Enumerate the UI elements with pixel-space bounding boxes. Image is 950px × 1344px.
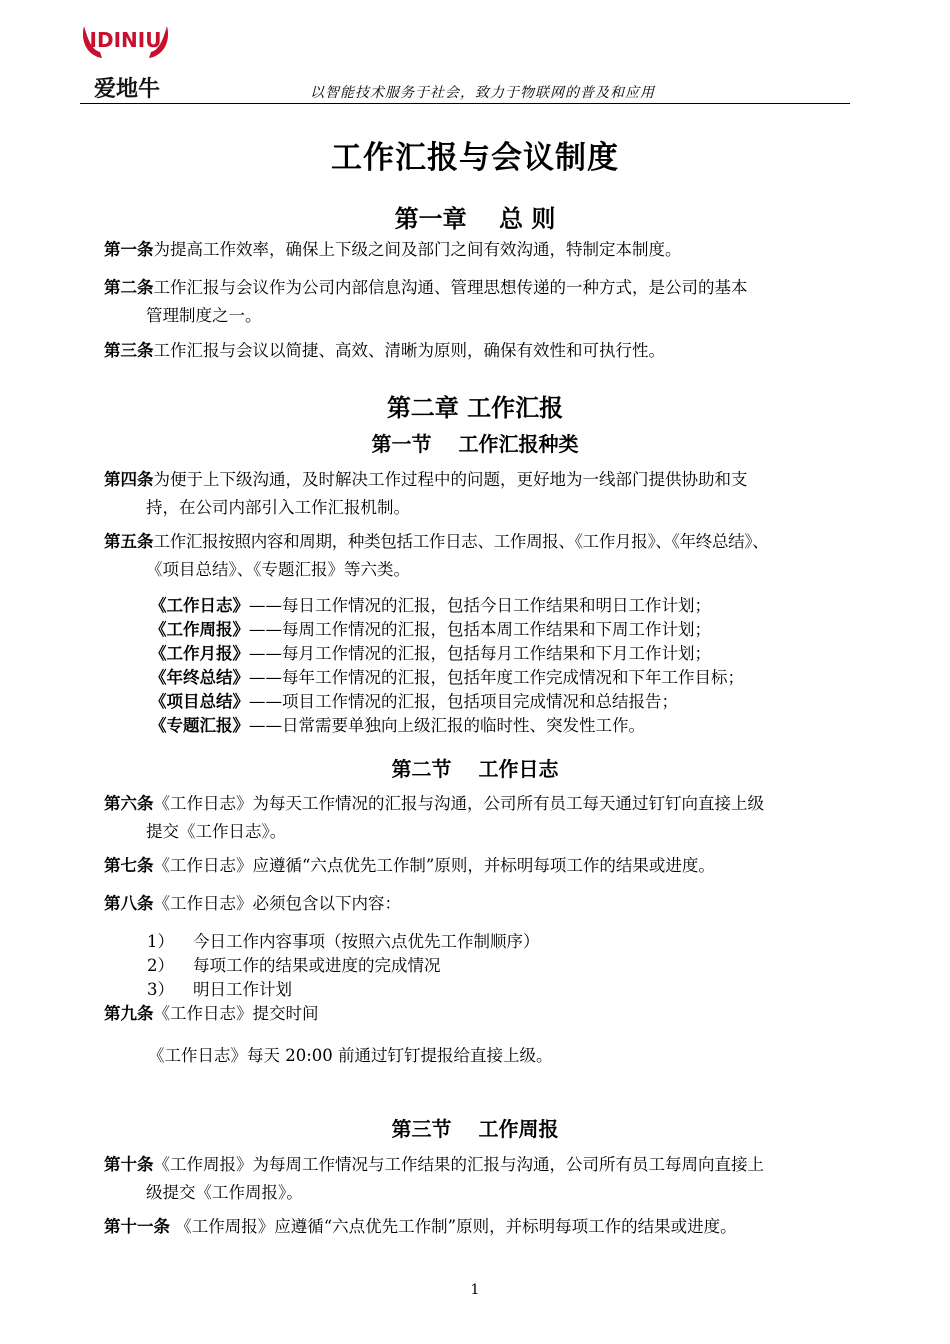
page-number: 1 [470, 1282, 480, 1298]
article-label: 第四条 [104, 470, 154, 489]
article-text: 《工作日志》提交时间 [153, 1004, 319, 1023]
article-text-cont: 提交《工作日志》。 [146, 822, 287, 841]
article-text-cont: 持，在公司内部引入工作汇报机制。 [146, 498, 410, 517]
report-type-desc: ——项目工作情况的汇报，包括项目完成情况和总结报告； [249, 692, 678, 711]
document-title: 工作汇报与会议制度 [331, 140, 619, 176]
report-type-item [150, 666, 744, 690]
list-text: 明日工作计划 [193, 980, 292, 999]
article-label: 第八条 [104, 894, 154, 913]
report-type-name: 《项目总结》 [150, 692, 249, 711]
report-type-desc: ——日常需要单独向上级汇报的临时性、突发性工作。 [249, 716, 645, 735]
article-3 [104, 337, 856, 365]
list-item [147, 954, 441, 978]
chapter-2-heading: 第二章 工作汇报 [386, 393, 564, 422]
report-type-item [150, 594, 711, 618]
article-text: 《工作日志》必须包含以下内容： [153, 894, 401, 913]
report-type-item [150, 618, 711, 642]
article-label: 第三条 [104, 341, 154, 360]
article-6 [104, 790, 856, 846]
article-10 [104, 1151, 856, 1207]
header-divider [80, 103, 850, 104]
section-3-heading: 第三节 工作周报 [391, 1117, 559, 1141]
report-type-item [150, 714, 645, 738]
report-type-desc: ——每月工作情况的汇报，包括每月工作结果和下月工作计划； [249, 644, 711, 663]
list-text: 今日工作内容事项（按照六点优先工作制顺序） [193, 932, 540, 951]
article-1 [104, 236, 856, 264]
article-text: 工作汇报与会议以简捷、高效、清晰为原则，确保有效性和可执行性。 [153, 341, 665, 360]
list-number: 2） [147, 956, 174, 975]
article-text: 为提高工作效率，确保上下级之间及部门之间有效沟通，特制定本制度。 [153, 240, 682, 259]
list-text: 每项工作的结果或进度的完成情况 [193, 956, 441, 975]
article-text: 《工作周报》应遵循“六点优先工作制”原则，并标明每项工作的结果或进度。 [170, 1217, 737, 1236]
article-label: 第十条 [104, 1155, 154, 1174]
report-type-name: 《工作周报》 [150, 620, 249, 639]
list-item [147, 930, 540, 954]
list-item [147, 978, 292, 1002]
report-type-item [150, 642, 711, 666]
article-label: 第十一条 [104, 1217, 170, 1236]
article-label: 第五条 [104, 532, 154, 551]
chapter-1-heading: 第一章 总 则 [394, 204, 556, 233]
header-slogan: 以智能技术服务于社会，致力于物联网的普及和应用 [310, 85, 655, 101]
company-logo [78, 22, 173, 102]
article-7 [104, 852, 856, 880]
report-type-name: 《工作日志》 [150, 596, 249, 615]
article-8 [104, 890, 856, 918]
article-4 [104, 466, 856, 522]
article-label: 第六条 [104, 794, 154, 813]
article-text: 《工作日志》为每天工作情况的汇报与沟通，公司所有员工每天通过钉钉向直接上级 [153, 794, 764, 813]
report-type-desc: ——每周工作情况的汇报，包括本周工作结果和下周工作计划； [249, 620, 711, 639]
article-text-cont: 管理制度之一。 [146, 306, 262, 325]
article-text: 工作汇报按照内容和周期，种类包括工作日志、工作周报、《工作月报》、《年终总结》、 [153, 532, 769, 551]
article-9-detail: 《工作日志》每天 20:00 前通过钉钉提报给直接上级。 [148, 1046, 553, 1065]
article-text-cont: 级提交《工作周报》。 [146, 1183, 303, 1202]
article-9 [104, 1000, 856, 1028]
article-label: 第九条 [104, 1004, 154, 1023]
article-text: 《工作周报》为每周工作情况与工作结果的汇报与沟通，公司所有员工每周向直接上 [153, 1155, 764, 1174]
article-text-cont: 《项目总结》、《专题汇报》等六类。 [146, 560, 410, 579]
report-type-item [150, 690, 678, 714]
logo-latin: IDINIU [89, 28, 162, 52]
report-type-desc: ——每日工作情况的汇报，包括今日工作结果和明日工作计划； [249, 596, 711, 615]
list-number: 3） [147, 980, 174, 999]
article-text: 工作汇报与会议作为公司内部信息沟通、管理思想传递的一种方式，是公司的基本 [153, 278, 748, 297]
article-label: 第七条 [104, 856, 154, 875]
report-type-desc: ——每年工作情况的汇报，包括年度工作完成情况和下年工作目标； [249, 668, 744, 687]
report-type-name: 《年终总结》 [150, 668, 249, 687]
article-11 [104, 1213, 856, 1241]
article-text: 《工作日志》应遵循“六点优先工作制”原则，并标明每项工作的结果或进度。 [153, 856, 715, 875]
section-1-heading: 第一节 工作汇报种类 [371, 432, 579, 456]
article-5 [104, 528, 856, 584]
report-type-name: 《工作月报》 [150, 644, 249, 663]
section-2-heading: 第二节 工作日志 [391, 757, 559, 781]
logo-chinese: 爱地牛 [93, 77, 160, 102]
article-2 [104, 274, 856, 330]
article-label: 第二条 [104, 278, 154, 297]
report-type-name: 《专题汇报》 [150, 716, 249, 735]
article-text: 为便于上下级沟通，及时解决工作过程中的问题，更好地为一线部门提供协助和支 [153, 470, 748, 489]
list-number: 1） [147, 932, 174, 951]
article-label: 第一条 [104, 240, 154, 259]
